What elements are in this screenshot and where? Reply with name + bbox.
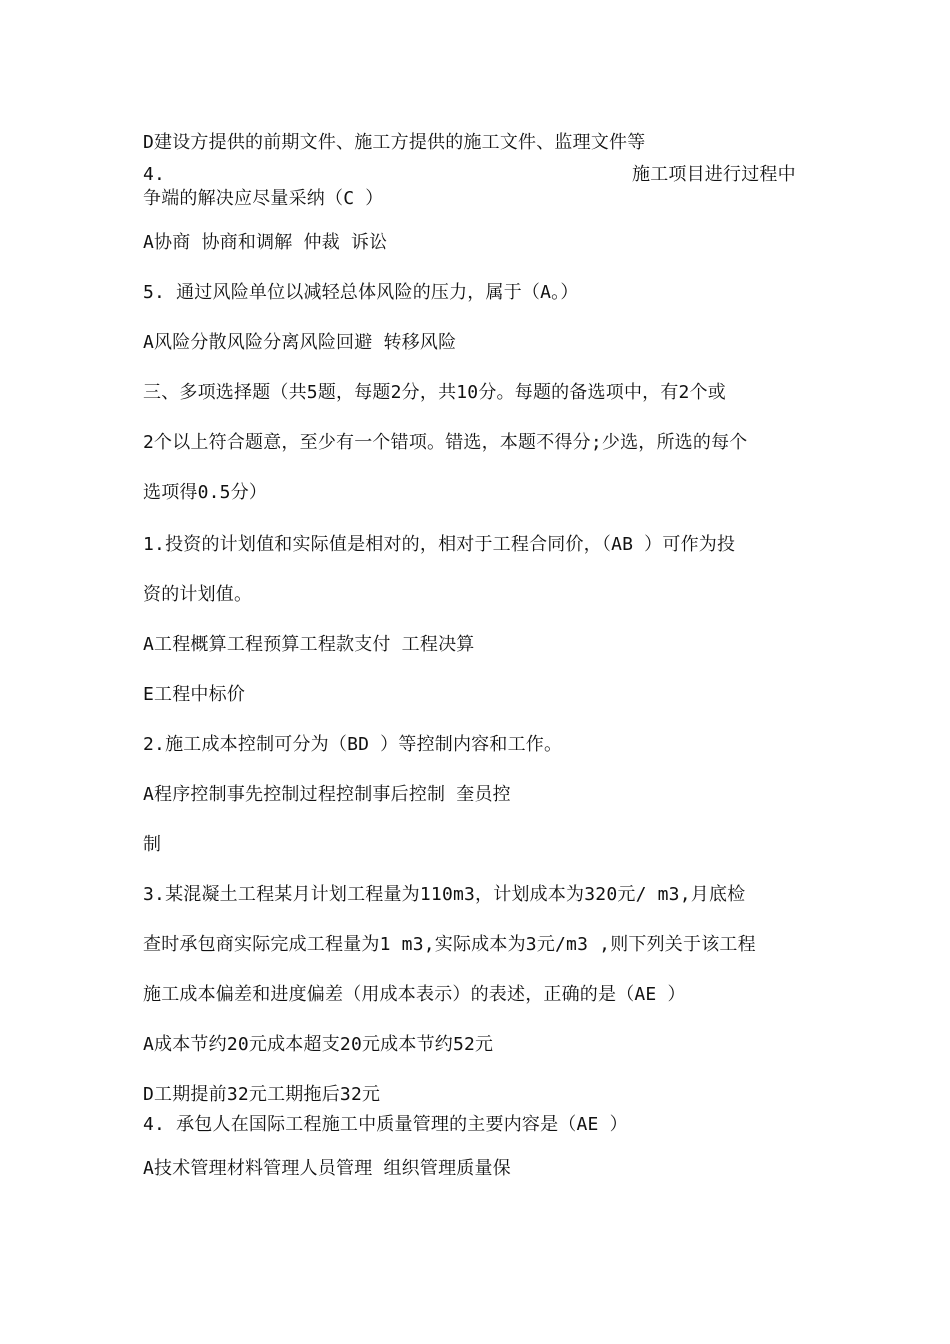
text-line-d-documents: D建设方提供的前期文件、施工方提供的施工文件、监理文件等 <box>143 132 646 153</box>
mc-question-3-options-d: D工期提前32元工期拖后32元 <box>143 1084 381 1105</box>
mc-question-1-text: 1.投资的计划值和实际值是相对的，相对于工程合同价，（AB ）可作为投 <box>143 534 736 555</box>
mc-question-3-text-end: 施工成本偏差和进度偏差（用成本表示）的表述，正确的是（AE ） <box>143 984 686 1005</box>
mc-question-1-text-end: 资的计划值。 <box>143 584 253 605</box>
section-3-instructions: 2个以上符合题意，至少有一个错项。错选，本题不得分;少选，所选的每个 <box>143 432 748 453</box>
mc-question-3-text: 3.某混凝土工程某月计划工程量为110m3，计划成本为320元/ m3,月底检 <box>143 884 746 905</box>
question-4-options: A协商 协商和调解 仲裁 诉讼 <box>143 232 388 253</box>
mc-question-1-options: A工程概算工程预算工程款支付 工程决算 <box>143 634 475 655</box>
question-4-text-start: 施工项目进行过程中 <box>632 164 796 185</box>
mc-question-4-options: A技术管理材料管理人员管理 组织管理质量保 <box>143 1158 511 1179</box>
section-3-instructions-end: 选项得0.5分） <box>143 482 268 503</box>
section-3-heading: 三、多项选择题（共5题，每题2分，共10分。每题的备选项中，有2个或 <box>143 382 726 403</box>
mc-question-4-text: 4. 承包人在国际工程施工中质量管理的主要内容是（AE ） <box>143 1114 628 1135</box>
mc-question-2-text: 2.施工成本控制可分为（BD ）等控制内容和工作。 <box>143 734 563 755</box>
mc-question-3-options: A成本节约20元成本超支20元成本节约52元 <box>143 1034 494 1055</box>
mc-question-1-option-e: E工程中标价 <box>143 684 246 705</box>
mc-question-2-options: A程序控制事先控制过程控制事后控制 奎员控 <box>143 784 511 805</box>
question-5-text: 5. 通过风险单位以减轻总体风险的压力，属于（A。） <box>143 282 579 303</box>
question-5-options: A风险分散风险分离风险回避 转移风险 <box>143 332 457 353</box>
mc-question-3-text-cont: 查时承包商实际完成工程量为1 m3,实际成本为3元/m3 ,则下列关于该工程 <box>143 934 756 955</box>
question-4-text-end: 争端的解决应尽量采纳（C ） <box>143 188 384 209</box>
mc-question-2-options-end: 制 <box>143 834 162 855</box>
question-4-number: 4. <box>143 164 166 185</box>
